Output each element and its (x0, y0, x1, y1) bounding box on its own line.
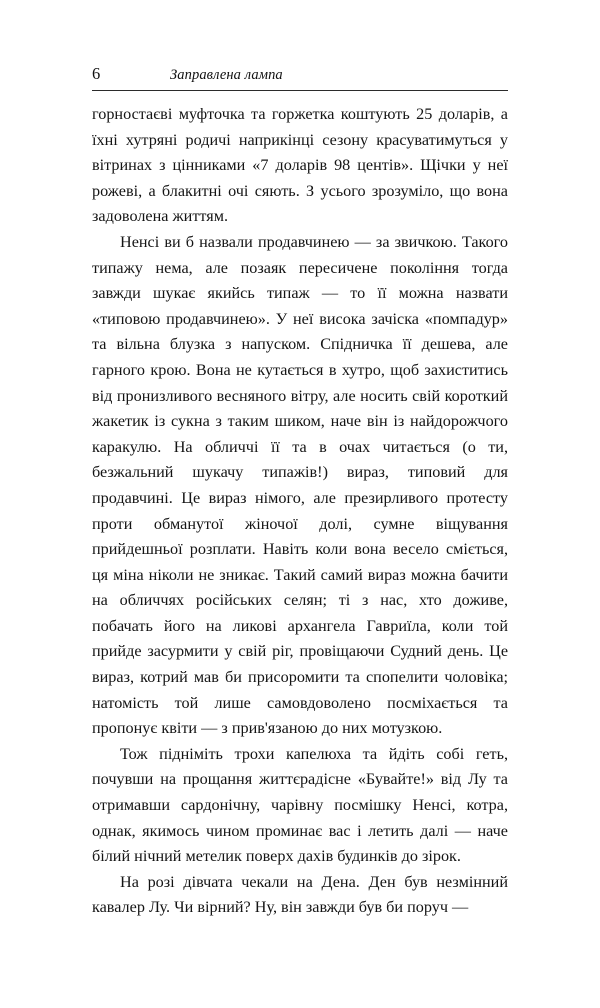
paragraph: горностаєві муфточка та горжетка коштують 25 доларів, а їхні хутряні родичі наприкінці сезону красуватимуться у вітринах з цінниками «7 доларів 98 центів». Щічки у неї рожеві, а блакитні очі сяють. З усього зрозуміло, що вона задоволена життям. (92, 105, 508, 226)
page-number: 6 (92, 64, 101, 83)
header-rule (92, 90, 508, 91)
running-head (92, 64, 508, 86)
running-head-title: Заправлена лампа (170, 67, 283, 83)
paragraph: Тож підніміть трохи капелюха та йдіть собі геть, почувши на прощання життєрадісне «Бувайте!» від Лу та отримавши сардонічну, чарівну посмішку Ненсі, котра, однак, якимось чином проминає вас і летить далі — наче білий нічний метелик поверх дахів будинків до зірок. (92, 744, 508, 866)
paragraph: Ненсі ви б назвали продавчинею — за звичкою. Такого типажу нема, але позаяк пересичене покоління тогда завжди шукає якийсь типаж — то її можна назвати «типовою продавчинею». У неї висока зачіска «помпадур» та вільна блузка з напуском. Спідничка її дешева, але гарного крою. Вона не кутається в хутро, щоб захиститись від пронизливого весняного вітру, але носить свій короткий жакетик із сукна з таким шиком, наче він із найдорожчого каракулю. На обличчі її та в очах читається (о ти, безжальний шукачу типажів!) вираз, типовий для продавчині. Це вираз німого, але презирливого протесту проти обманутої жіночої долі, сумне віщування прийдешньої розплати. Навіть коли вона весело сміється, ця міна ніколи не зникає. Такий самий вираз можна бачити на обличчях російських селян; ті з нас, хто доживе, побачать його на ликові архангела Гавриїла, коли той прийде засурмити у свій ріг, провіщаючи Судний день. Це вираз, котрий мав би присоромити та спопелити чоловіка; натомість той лише самовдоволено посміхається та пропонує квіти — з прив'язаною до них мотузкою. (92, 232, 508, 738)
paragraph: На розі дівчата чекали на Дена. Ден був незмінний кавалер Лу. Чи вірний? Ну, він завжди був би поруч — (92, 872, 508, 917)
body-text (92, 102, 508, 921)
